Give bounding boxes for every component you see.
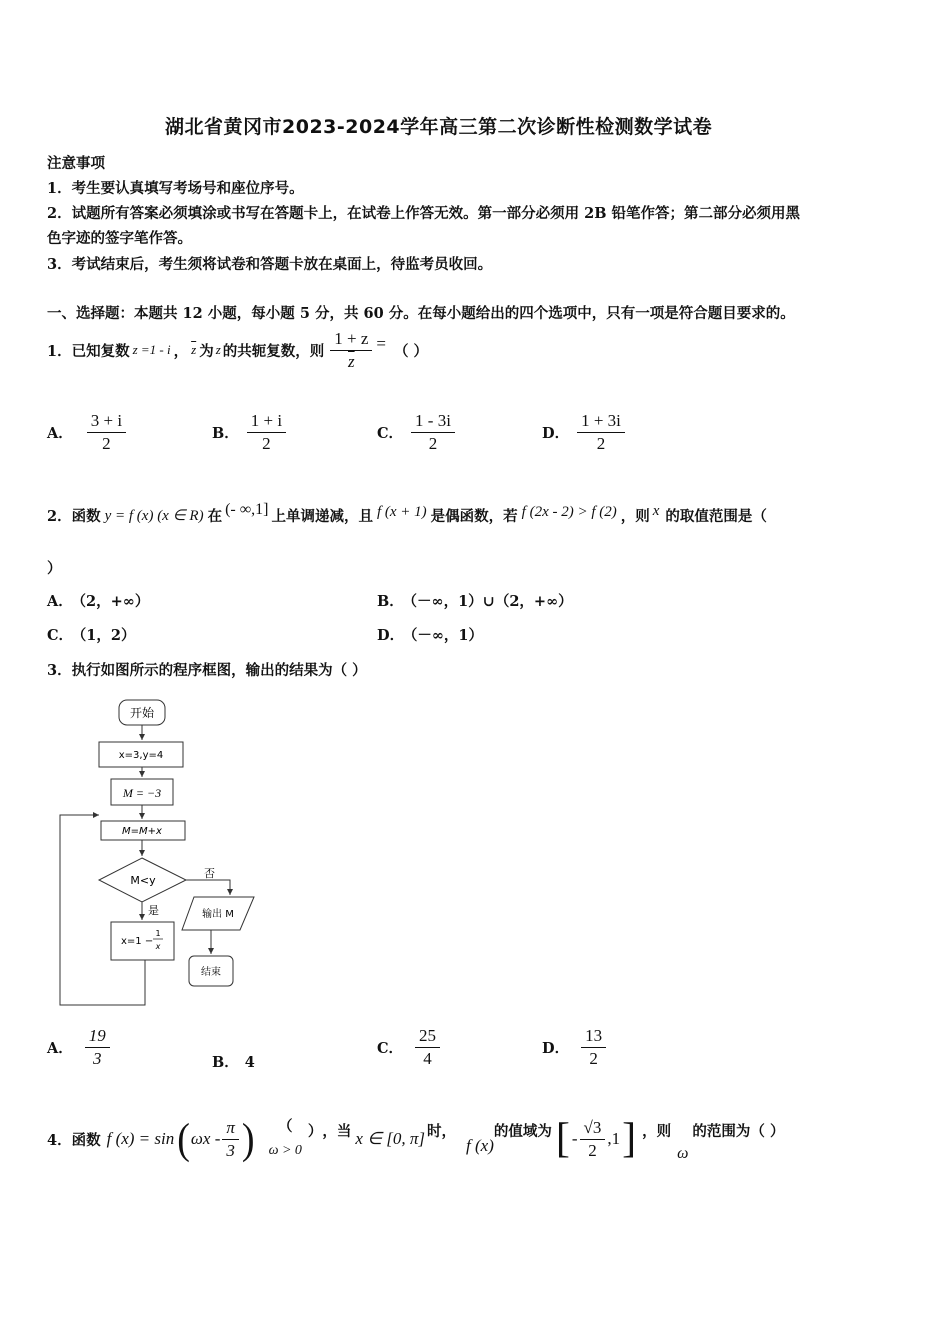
option-label: D． [542, 1040, 570, 1057]
q4-sqrt3: √3 [580, 1117, 606, 1140]
option-label: C． [47, 627, 74, 644]
option-fraction [581, 1025, 606, 1070]
flow-init-label: x=3,y=4 [118, 750, 164, 761]
q4-three: 3 [226, 1140, 235, 1160]
q1-number: 1．已知复数 [47, 342, 130, 360]
q4-omega: ω [677, 1145, 689, 1162]
q1-answer-paren: （ ） [393, 342, 429, 360]
flowchart [50, 695, 270, 1010]
q4-argument: ωx - [190, 1129, 221, 1148]
option-label: B． [212, 1054, 239, 1071]
notice-heading: 注意事项 [47, 155, 105, 172]
option-label: D． [542, 425, 570, 442]
option-numerator: 3 + i [87, 410, 126, 433]
flow-update-label: M=M+x [122, 826, 162, 837]
option-label: A． [47, 593, 73, 610]
q4-right-bracket: ] [622, 1116, 637, 1162]
option-denominator: 2 [428, 434, 438, 453]
notice-item-2b: 色字迹的签字笔作答。 [47, 230, 192, 247]
question-2 [47, 500, 767, 530]
flow-yes-label: 是 [148, 904, 159, 917]
q2-shifted-function: f (x + 1) [376, 503, 427, 520]
q4-number: 4．函数 [47, 1131, 101, 1149]
q4-range-text: 的值域为 [493, 1122, 552, 1140]
q2-even-text: 是偶函数，若 [430, 507, 518, 525]
q4-two: 2 [588, 1140, 597, 1160]
option-text: （－∞，1）∪（2，+∞） [409, 593, 573, 610]
flow-output-label: 输出 M [202, 909, 234, 920]
option-fraction [577, 410, 625, 455]
q4-omega-condition: （ ω > 0 [268, 1118, 302, 1158]
flow-end-label: 结束 [201, 967, 221, 978]
q1-option-c [377, 410, 455, 455]
q4-omega-cond: ω > 0 [268, 1143, 302, 1158]
option-label: B． [377, 593, 404, 610]
option-text: （1，2） [79, 627, 136, 644]
q1-option-b [212, 410, 286, 455]
option-numerator: 1 - 3i [411, 410, 455, 433]
option-numerator: 19 [85, 1025, 110, 1048]
q1-equals: = [376, 334, 386, 353]
option-label: D． [377, 627, 405, 644]
question-1 [47, 327, 428, 373]
q1-z-definition: z =1 - i [132, 342, 171, 357]
q1-z-bar: $\overline{z}$ [191, 342, 197, 357]
q1-z: z [215, 342, 221, 357]
option-text: 4 [244, 1054, 255, 1071]
option-label: A． [47, 1040, 73, 1057]
q1-option-d [542, 410, 625, 455]
option-fraction [411, 410, 455, 455]
option-fraction [247, 410, 286, 455]
q2-at: 在 [207, 507, 223, 525]
option-label: C． [377, 1040, 404, 1057]
question-3: 3．执行如图所示的程序框图，输出的结果为（ ） [47, 662, 367, 679]
question-4: 4．函数 f (x) = sin ( ωx - $\frac{\pi}{3}$ ) （ ω > 0 ） ，当 x ∈ [0, π] 时， f (x) 的值域为 [ - $\frac{√3}{2}$ ,1 ] ，则 ω 的范围为（ ） [47, 1114, 785, 1164]
section-heading: 一、选择题：本题共 12 小题，每小题 5 分，共 60 分。在每小题给出的四个选项中，只有一项是符合题目要求的。 [47, 305, 795, 322]
option-fraction [87, 410, 126, 455]
option-numerator: 1 + i [247, 410, 286, 433]
q4-tail: 的范围为（ ） [692, 1122, 785, 1140]
flow-assign-numerator: 1 [155, 929, 161, 938]
q4-pi-over-3 [222, 1117, 239, 1162]
option-numerator: 13 [581, 1025, 606, 1048]
q2-decreasing-text: 上单调递减，且 [271, 507, 373, 525]
q4-minus: - [571, 1129, 578, 1148]
notice-item-2a: 2．试题所有答案必须填涂或书写在答题卡上，在试卷上作答无效。第一部分必须用 2B 铅笔作答；第二部分必须用黑 [47, 205, 801, 222]
flow-no-label: 否 [204, 867, 215, 880]
notice-item-1: 1．考生要认真填写考场号和座位序号。 [47, 180, 304, 197]
option-denominator: 4 [423, 1049, 432, 1068]
q4-left-bracket: [ [555, 1116, 570, 1162]
flow-condition-label: M<y [130, 874, 156, 887]
q4-when: ，当 [322, 1122, 352, 1140]
q1-conjugate-text: 的共轭复数，则 [222, 342, 325, 360]
page-title: 湖北省黄冈市2023-2024学年高三第二次诊断性检测数学试卷 [165, 116, 713, 138]
q3-option-c [377, 1025, 440, 1070]
q4-domain: x ∈ [0, π] [355, 1129, 426, 1148]
option-denominator: 2 [596, 434, 606, 453]
option-text: （－∞，1） [410, 627, 483, 644]
option-numerator: 25 [415, 1025, 440, 1048]
q4-left-paren: ( [177, 1114, 190, 1164]
q2-option-d [377, 624, 483, 645]
option-fraction [85, 1025, 110, 1070]
option-label: B． [212, 425, 239, 442]
q2-close-paren: ） [47, 560, 62, 577]
q2-function: y = f (x) (x ∈ R) [104, 507, 204, 524]
option-denominator: 2 [589, 1049, 598, 1068]
q2-interval: (- ∞,1] [225, 501, 269, 518]
q4-then: ，则 [642, 1122, 672, 1140]
q4-fx: f (x) [466, 1136, 494, 1155]
q3-option-b [212, 1051, 255, 1072]
flow-assign-left: x=1 − [121, 936, 154, 947]
flow-start-label: 开始 [129, 706, 155, 720]
q1-expression-denominator: z [348, 351, 355, 371]
option-denominator: 2 [102, 434, 111, 453]
q1-option-a [47, 410, 126, 455]
q2-then: ，则 [620, 507, 650, 525]
option-label: C． [377, 425, 404, 442]
q3-option-d [542, 1025, 606, 1070]
q2-option-c [47, 624, 135, 645]
option-denominator: 2 [262, 434, 271, 453]
notice-item-3: 3．考试结束后，考生须将试卷和答题卡放在桌面上，待监考员收回。 [47, 256, 493, 273]
option-text: （2，+∞） [78, 593, 150, 610]
q4-right-paren: ) [241, 1114, 255, 1164]
q2-x: x [652, 502, 660, 519]
q1-separator: ， [173, 342, 189, 360]
q2-option-b [377, 590, 573, 611]
flow-assign-denominator: x [155, 942, 161, 951]
q2-number: 2．函数 [47, 507, 101, 525]
option-label: A． [47, 425, 73, 442]
q4-function: f (x) = sin [106, 1129, 175, 1148]
q4-comma-one: ,1 [607, 1129, 621, 1148]
q2-range-text: 的取值范围是（ [665, 507, 767, 525]
q2-option-a [47, 590, 149, 611]
q1-is: 为 [199, 342, 214, 360]
flow-m-init-label: M = −3 [122, 786, 162, 800]
option-denominator: 3 [93, 1049, 102, 1068]
option-fraction [415, 1025, 440, 1070]
q4-pi: π [222, 1117, 239, 1140]
q1-expression-numerator: 1 + z [330, 328, 372, 351]
q3-option-a [47, 1025, 110, 1070]
q1-expression [330, 328, 372, 373]
q4-sqrt3-over-2 [580, 1117, 606, 1162]
q4-time-text: 时， [427, 1122, 457, 1140]
option-numerator: 1 + 3i [577, 410, 625, 433]
q2-inequality: f (2x - 2) > f (2) [521, 503, 617, 520]
